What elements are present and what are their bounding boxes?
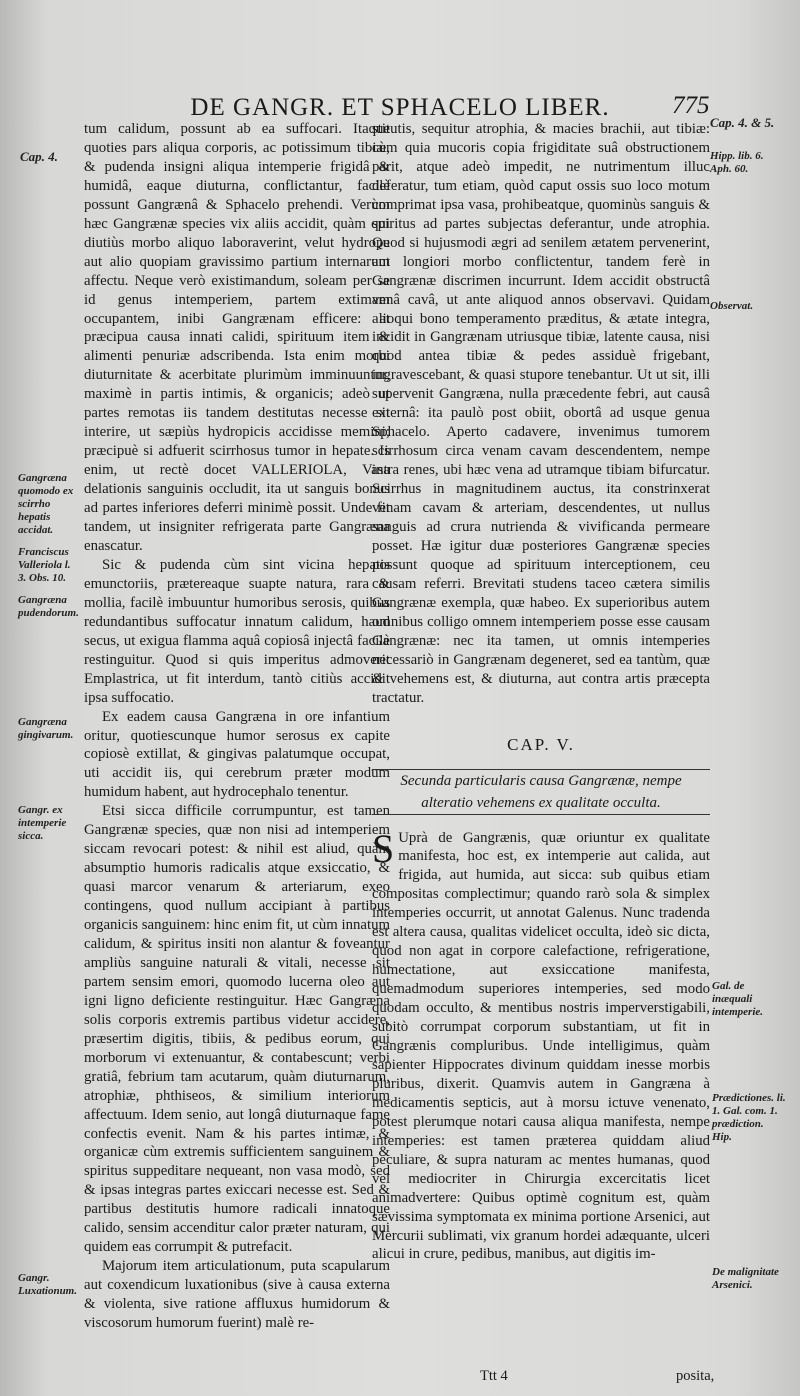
drop-cap: S bbox=[372, 825, 395, 871]
margin-note-franciscus: Franciscus Valleriola l. 3. Obs. 10. bbox=[18, 546, 71, 584]
left-paragraph-5: Majorum item articulationum, puta scapularum aut coxendicum luxationibus (sive à causa externa & violenta, sive ratione affluxus humidorum & viscosorum humorum fuerint) malè re- bbox=[84, 1258, 390, 1332]
margin-note-cap4-left: Cap. 4. bbox=[20, 149, 58, 164]
margin-note-luxationum: Gangr. Luxationum. bbox=[18, 1272, 77, 1297]
margin-note-gal-inaequali: Gal. de inæquali intemperie. bbox=[712, 980, 764, 1018]
right-paragraph-1: stitutis, sequitur atrophia, & macies brachii, aut tibiæ: cùm quia mucoris copia frigiditate suâ obstructionem parit, atque adeò impedit, ne nutrimentum illuc deferatur, tum etiam, quòd caput ossis suo loco motum comprimat ipsa vasa, prohibeatque, quominùs sanguis & spiritus ad partes subjectas deferantur, unde atrophia. Quod si hujusmodi ægri ad senilem ætatem pervenerint, aut longiori morbo conflictentur, tandem ferè in Gangrænæ discrimen incurrunt. Idem accidit obstructâ venâ cavâ, ut ante aliquod annos observavi. Quidam alioqui bono temperamento præditus, & ætate integra, incidit in Gangrænam utriusque tibiæ, latente causa, nisi quod antea tibiæ & pedes assiduè frigebant, ingravescebant, & quasi stupore tenebantur. Ut ut sit, illi supervenit Gangræna, nulla præcedente febri, aut causâ externâ: ita paulò post obiit, obortâ ad usque genua Sphacelo. Aperto cadavere, invenimus tumorem scirrhosum circa venam cavam descendentem, nempe intra renes, ubi hæc vena ad utramque tibiam bifurcatur. Scirrhus in magnitudinem auctus, ita constrinxerat venam cavam & arteriam, descendentes, ut nullus sanguis ad crura nutrienda & vivificanda permeare posset. Hæ igitur duæ posteriores Gangrænæ species possunt quoque ad spirituum interceptionem, ceu causam referri. Brevitati studens taceo cætera similis Gangrænæ exempla, quæ habeo. Ex superioribus autem omnibus colligo omnem intemperiem posse esse causam Gangrænæ: nec ita tamen, ut omnis intemperies necessariò in Gangrænam degeneret, sed ea tantùm, quæ & vehemens est, & diuturna, aut contra artis præcepta tractatur. bbox=[372, 121, 710, 706]
left-column bbox=[84, 120, 390, 1333]
left-paragraph-4: Etsi sicca difficile corrumpuntur, est tamen Gangrænæ species, quæ non nisi ad intemperiem siccam revocari potest: & nihil est aliud, quàm absumptio humoris radicalis atque exsiccatio, & quasi marcor venarum & arteriarum, exeo contingens, quod nullum accipiant à partibus organicis sanguinem: hinc enim fit, ut cùm innatum calidum, & spiritus insiti non alantur & foveantur ampliùs sanguine naturali & vitali, necesse sit partem sensim emori, quomodo lucerna oleo aut igni ligno deficiente restinguitur. Hæc Gangræna solis corporis extremis partibus videtur accidere, præsertim digitis, tibiis, & pedibus eorum, qui morborum vi extenuantur, & contabescunt; verbi gratiâ, febrium tam acutarum, quàm diuturnarum, atrophiæ, phthiseos, & similium interiorum affectuum. Idem senio, aut longâ diuturnaque fame confectis evenit. Nam & his partes intimæ, & organicæ cùm extremis sufficientem sanguinem & spiritus suppeditare nequeant, non vasa modò, sed & ipsas integras partes exiccari necesse est. Sed & partibus destitutis humore radicali innatoque calido, sensim accenditur calor præter naturam, qui quidem eas corrumpit & putrefacit. bbox=[84, 803, 390, 1256]
left-paragraph-3: Ex eadem causa Gangræna in ore infantium oritur, quotiescunque humor serosus ex capite copiosè extillat, & gingivas palatumque occupat, uti accidit iis, qui cerebrum præter modum humidum habent, aut hydrocephalo tenentur. bbox=[84, 708, 390, 801]
margin-note-intemperie-sicca: Gangr. ex intemperie sicca. bbox=[18, 804, 67, 842]
page-number: 775 bbox=[672, 92, 710, 119]
signature-mark: Ttt 4 bbox=[480, 1368, 508, 1384]
right-paragraph-2-text: Uprà de Gangrænis, quæ oriuntur ex qualitate manifesta, hoc est, ex intemperie aut calida, aut frigida, aut humida, aut sicca: sub quibus etiam compositas complectimur; quando rarò sola & simplex intemperies occurrit, ut annotat Galenus. Nunc tradenda est altera causa, qualitas videlicet occulta, ideò sic dicta, quod non agat in corpore calefactione, refrigeratione, humectatione, aut exsiccatione manifesta, quemadmodum superiores intemperies, sed modo quodam occulto, & mentibus nostris imperverstigabili, subitò corrumpat corporum substantiam, ut fit in Gangrænis compluribus. Unde intelligimus, quàm sapienter Hippocrates divinum quiddam inesse morbis pluribus, dixerit. Quamvis autem in Gangræna à medicamentis septicis, aut à morsu ictuve venenato, potest plerumque notari causa aliqua manifesta, nempe intemperies: est tamen præterea quiddam aliud peculiare, & supra naturam ac mentes humanas, quod vel mediocriter in Chirurgia excercitatis licet animadvertere: Quibus optimè cognitum est, quàm sævissima symptomata ex minima portione Arsenici, aut Mercurii sublimati, vix granum hordei adæquante, ulceri alicui in crure, pedibus, manibus, aut digitis im- bbox=[372, 829, 710, 1263]
running-head: DE GANGR. ET SPHACELO LIBER. bbox=[190, 94, 610, 121]
margin-note-hipp: Hipp. lib. 6. Aph. 60. bbox=[710, 150, 764, 175]
catchword: posita, bbox=[676, 1368, 715, 1384]
right-column bbox=[372, 120, 710, 1264]
left-paragraph-2: Sic & pudenda cùm sint vicina hepatis emunctoriis, prætereaque suapte natura, rara & mollia, facilè imbuuntur humoribus serosis, quibus redundantibus suffocatur innatum calidum, haud secus, ut exigua flamma aquâ copiosâ injectâ facilè restinguitur. Quod si quis imperitus admoverit Emplastrica, ut fit interdum, tantò citiùs accidit ipsa suffocatio. bbox=[84, 556, 390, 706]
margin-note-praedictiones: Prædictiones. li. 1. Gal. com. 1. prædiction. Hip. bbox=[712, 1092, 786, 1143]
margin-note-gangrena-scirrho: Gangræna quomodo ex scirrho hepatis accidat. bbox=[18, 472, 74, 536]
margin-note-arsenici: De malignitate Arsenici. bbox=[712, 1266, 779, 1291]
right-paragraph-2 bbox=[372, 825, 710, 1265]
margin-note-observ: Observat. bbox=[710, 300, 754, 312]
margin-note-cap4-right: Cap. 4. & 5. bbox=[710, 115, 775, 130]
chapter-heading: CAP. V. bbox=[507, 734, 575, 754]
chapter-title: Secunda particularis causa Gangrænæ, nempe alteratio vehemens ex qualitate occulta. bbox=[372, 769, 710, 815]
margin-note-pudendorum: Gangræna pudendorum. bbox=[18, 594, 79, 619]
left-paragraph-1: tum calidum, possunt ab ea suffocari. Itaque quoties pars aliqua corporis, ac potissimum tibiæ, & pudenda insigni aliqua intemperie frigidâ & humidâ, eaque diuturna, conflictantur, facilè possunt Gangrænâ & Sphacelo prehendi. Verùm hæc Gangrænæ species vix aliis accidit, quàm qui diutiùs morbo aliquo laboraverint, velut hydrope aut alio quopiam gravissimo partium internarum affectu. Neque verò existimandum, soleam per se id genus intemperiem, partem extimam occupantem, inibi Gangrænam efficere: at præcipua causa innati calidi, spirituum item & alimenti penuriæ adscribenda. Ista enim morbi diuturnitate & acerbitate plurimùm imminuuntur, maximè in partis intimis, & organicis; adeò ut partes remotas iis tandem destitutas necesse sit interire, ut sæpiùs hydropicis accidisse memini; præcipuè si adfuerit scirrhosus tumor in hepate. Is enim, ut rectè docet VALLERIOLA, Vasa delationis sanguinis occludit, ita ut sanguis bonus ad partes inferiores deferri minimè possit. Unde fit tandem, ut insigniter refrigerata parte Gangræna enascatur. bbox=[84, 121, 390, 554]
margin-note-gingivarum: Gangræna gingivarum. bbox=[18, 716, 74, 741]
